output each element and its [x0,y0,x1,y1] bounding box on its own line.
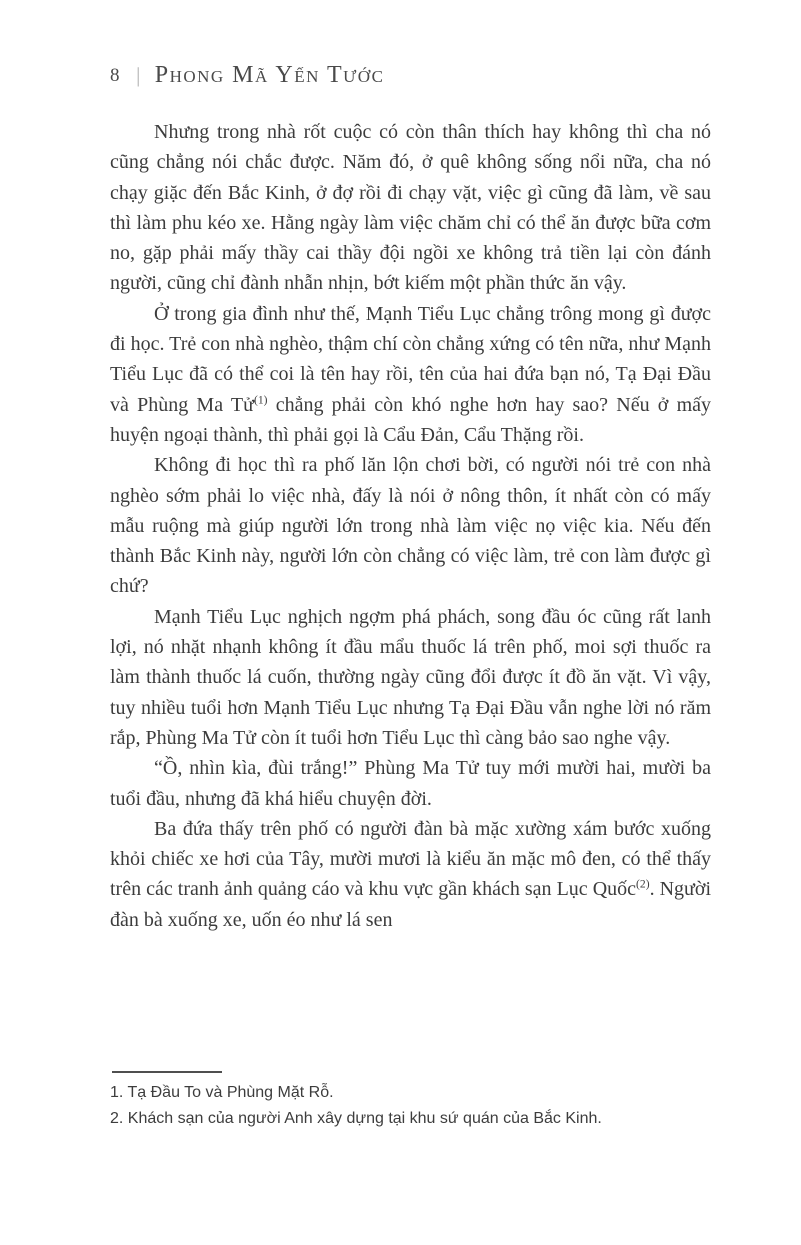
footnote-divider [112,1071,222,1073]
paragraph: Ba đứa thấy trên phố có người đàn bà mặc xường xám bước xuống khỏi chiếc xe hơi của Tây, mười mươi là kiểu ăn mặc mô đen, có thể thấy trên các tranh ảnh quảng cáo và khu vực gần khách sạn Lục Quốc$^{(2)}$. Người đàn bà xuống xe, uốn éo như lá sen [110,817,712,931]
footnotes [110,1080,725,1132]
paragraph: Nhưng trong nhà rốt cuộc có còn thân thích hay không thì cha nó cũng chẳng nói chắc được. Năm đó, ở quê không sống nổi nữa, cha nó chạy giặc đến Bắc Kinh, ở đợ rồi đi chạy vặt, việc gì cũng đã làm, về sau thì làm phu kéo xe. Hằng ngày làm việc chăm chỉ có thể ăn được bữa cơm no, gặp phải mấy thầy cai thầy đội ngồi xe không trả tiền lại còn đánh người, cũng chỉ đành nhẫn nhịn, bớt kiếm một phần thức ăn vậy. [110,121,711,295]
paragraph: Không đi học thì ra phố lăn lộn chơi bời, có người nói trẻ con nhà nghèo sớm phải lo việc nhà, đấy là nói ở nông thôn, ít nhất còn có mấy mẫu ruộng mà giúp người lớn trong nhà làm việc nọ việc kia. Nếu đến thành Bắc Kinh này, người lớn còn chẳng có việc làm, trẻ con làm được gì chứ? [110,454,711,598]
page-number: 8 [110,64,121,86]
paragraph: Mạnh Tiểu Lục nghịch ngợm phá phách, song đầu óc cũng rất lanh lợi, nó nhặt nhạnh không ít đầu mẩu thuốc lá trên phố, moi sợi thuốc ra làm thành thuốc lá cuốn, thường ngày cũng đổi được ít đồ ăn vặt. Vì vậy, tuy nhiều tuổi hơn Mạnh Tiểu Lục nhưng Tạ Đại Đầu vẫn nghe lời nó răm rắp, Phùng Ma Tử còn ít tuổi hơn Tiểu Lục thì càng bảo sao nghe vậy. [110,605,711,749]
paragraph: “Ồ, nhìn kìa, đùi trắng!” Phùng Ma Tử tuy mới mười hai, mười ba tuổi đầu, nhưng đã khá hiểu chuyện đời. [110,757,711,810]
paragraph: Ở trong gia đình như thế, Mạnh Tiểu Lục chẳng trông mong gì được đi học. Trẻ con nhà nghèo, thậm chí còn chẳng xứng có tên nữa, như Mạnh Tiểu Lục đã có thể coi là tên hay rồi, tên của hai đứa bạn nó, Tạ Đại Đầu và Phùng Ma Tử$^{(1)}$ chẳng phải còn khó nghe hơn hay sao? Nếu ở mấy huyện ngoại thành, thì phải gọi là Cẩu Đản, Cẩu Thặng rồi. [110,302,711,446]
body-text [110,117,711,935]
footnote-ref: (1) [253,393,268,407]
page-header [110,62,384,89]
footnote-item: 2. Khách sạn của người Anh xây dựng tại khu sứ quán của Bắc Kinh. [110,1110,602,1127]
header-separator: | [136,63,139,87]
book-title: Phong Mã Yến Tước [154,62,385,88]
footnote-item: 1. Tạ Đầu To và Phùng Mặt Rỗ. [110,1084,334,1101]
footnote-ref: (2) [636,877,650,891]
